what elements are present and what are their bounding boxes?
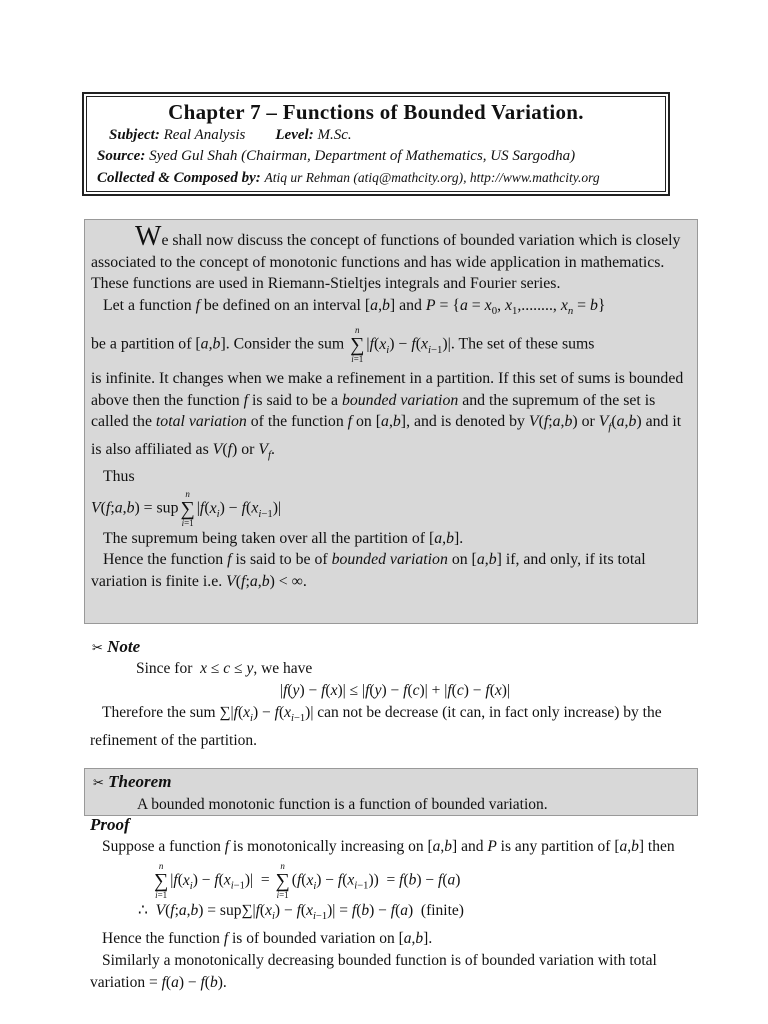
hence-line: Hence the function f is said to be of bounded variation on [a,b] if, and only, if its total variation is finite i.e. V(f;a,b) < ∞.	[91, 551, 646, 590]
collected-value: Atiq ur Rehman (atiq@mathcity.org), http://www.mathcity.org	[264, 170, 600, 185]
text: and the supremum of the set is called the	[91, 391, 656, 431]
header-inner	[86, 96, 666, 192]
note-title: Note	[107, 637, 141, 656]
text: , and is denoted by	[406, 413, 525, 431]
note-body	[90, 658, 700, 752]
text: . Consider the sum	[225, 335, 345, 353]
proof-variation-equation: ∴ V(f;a,b) = $sup\sum|f(x_i) - f(x_{i-1})| = f(b) - f(a)$ (finite)	[138, 902, 464, 923]
theorem-statement: A bounded monotonic function is a function of bounded variation.	[137, 796, 548, 813]
text: is of bounded variation on	[232, 930, 395, 948]
scissors-icon: ✂	[92, 641, 103, 656]
supremum-line: The supremum being taken over all the partition of [a,b].	[103, 529, 464, 547]
dropcap: W	[135, 221, 162, 252]
therefore-line: Therefore the sum $\sum|f(x_i) - f(x_{i-1})|$ can not be decrease (it can, in fact only increase) by the refinement of the partition.	[90, 704, 662, 750]
source-label: Source:	[97, 148, 146, 164]
text: and it is also affiliated as	[91, 413, 682, 458]
inequality: |f(y) − f(x)| ≤ |f(y) − f(c)| + |f(c) − f(x)|	[279, 682, 511, 699]
text: is infinite. It changes when we make a refinement in a partition. If this set of sums is bounded above then the function	[91, 370, 684, 409]
theorem-heading	[93, 771, 689, 794]
text: be a partition of	[91, 335, 192, 353]
total-variation-formula: V(f;a,b) = supn ∑ $i=1|f(x_i) - f(x_{i-1})|$	[91, 488, 282, 528]
intro-paragraph-1	[91, 221, 689, 295]
text: and	[399, 296, 422, 314]
text: of the function	[250, 413, 344, 431]
level-label: Level:	[275, 127, 314, 143]
text: total variation	[155, 413, 247, 431]
intro-text: e shall now discuss the concept of functions of bounded variation which is closely associated to the concept of monotonic functions and has wide application in mathematics. These functions are used in Riemann-Stieltjes integrals and Fourier series.	[91, 232, 681, 292]
proof-heading: Proof	[90, 815, 130, 834]
subject-label: Subject:	[109, 127, 160, 143]
proof-sum-equation: n ∑ $i=1|f(x_i) - f(x_{i-1})| = n$ ∑ $i=1(f(x_i) - f(x_{i-1})) = f(b) - f(a)$	[154, 861, 461, 900]
header-box	[82, 92, 670, 196]
collected-line	[97, 167, 655, 189]
text: and	[461, 838, 484, 855]
intro-paragraph-3: be a partition of [a,b]. Consider the sum n ∑ $i=1|f(x_i) - f(x_{i-1})|$. The set of these sums	[91, 325, 595, 365]
text: is said to be of	[235, 551, 328, 569]
text: Therefore the sum	[102, 704, 216, 721]
text: (finite)	[420, 902, 464, 919]
text: Similarly a monotonically decreasing bounded function is of bounded variation with total variation =	[90, 952, 657, 992]
intro-box	[84, 219, 698, 624]
text: Suppose a function	[102, 838, 221, 855]
scissors-icon: ✂	[93, 776, 104, 791]
note-heading	[92, 637, 140, 657]
text: is said to be a	[252, 391, 339, 409]
proof-body	[90, 836, 700, 994]
source-line	[97, 146, 655, 167]
proof-similarly-line: Similarly a monotonically decreasing bounded function is of bounded variation with total variation = f(a) − f(b).	[90, 952, 657, 992]
text: . The set of these sums	[450, 335, 595, 353]
since-line: Since for x ≤ c ≤ y, we have	[136, 660, 313, 677]
proof-paragraph-1: Suppose a function f is monotonically increasing on [a,b] and P is any partition of [a,b] then	[102, 838, 675, 855]
text: , we have	[253, 660, 313, 677]
text: if, and only, if its total variation is finite i.e.	[91, 551, 646, 590]
thus-line: Thus	[103, 468, 135, 486]
theorem-title: Theorem	[108, 772, 172, 791]
text: can not be decrease (it can, in fact only increase) by the refinement of the partition.	[90, 704, 662, 750]
text: is monotonically increasing on	[232, 838, 424, 855]
subject-line	[109, 125, 655, 146]
sum-symbol: n ∑ i=1	[350, 325, 365, 365]
subject-value: Real Analysis	[163, 127, 246, 143]
text: Let a function	[103, 296, 192, 314]
intro-paragraph-2: Let a function f be defined on an interval [a,b] and $P = \{a = x_0$, $x_1$,........, $x_n = b$}	[103, 296, 606, 317]
level-value: M.Sc.	[317, 127, 352, 143]
theorem-box	[84, 768, 698, 816]
text: on	[451, 551, 468, 569]
source-value: Syed Gul Shah (Chairman, Department of Mathematics, US Sargodha)	[149, 148, 576, 164]
text: The supremum being taken over all the partition of	[103, 529, 425, 547]
text: on	[356, 413, 372, 431]
text: bounded variation	[341, 391, 459, 409]
chapter-title: Chapter 7 – Functions of Bounded Variation.	[168, 100, 584, 124]
text: be defined on an interval	[203, 296, 361, 314]
text: Since for	[136, 660, 193, 677]
text: or	[581, 413, 595, 431]
proof-hence-line: Hence the function f is of bounded variation on [a,b].	[102, 930, 433, 948]
text: then	[647, 838, 675, 855]
collected-label: Collected & Composed by:	[97, 170, 261, 186]
text: is any partition of	[500, 838, 611, 855]
text: Hence the function	[103, 551, 224, 569]
text: Hence the function	[102, 930, 220, 948]
text: or	[241, 440, 255, 458]
intro-paragraph-4: is infinite. It changes when we make a refinement in a partition. If this set of sums is bounded above then the function f is said to be a bounded variation and the supremum of the set is called the total variation of the function f on [a,b], and is denoted by V(f;a,b) or $V_f(a,b)$ and it is also affiliated as V(f) or $V_f$.	[91, 370, 684, 461]
text: bounded variation	[331, 551, 448, 569]
